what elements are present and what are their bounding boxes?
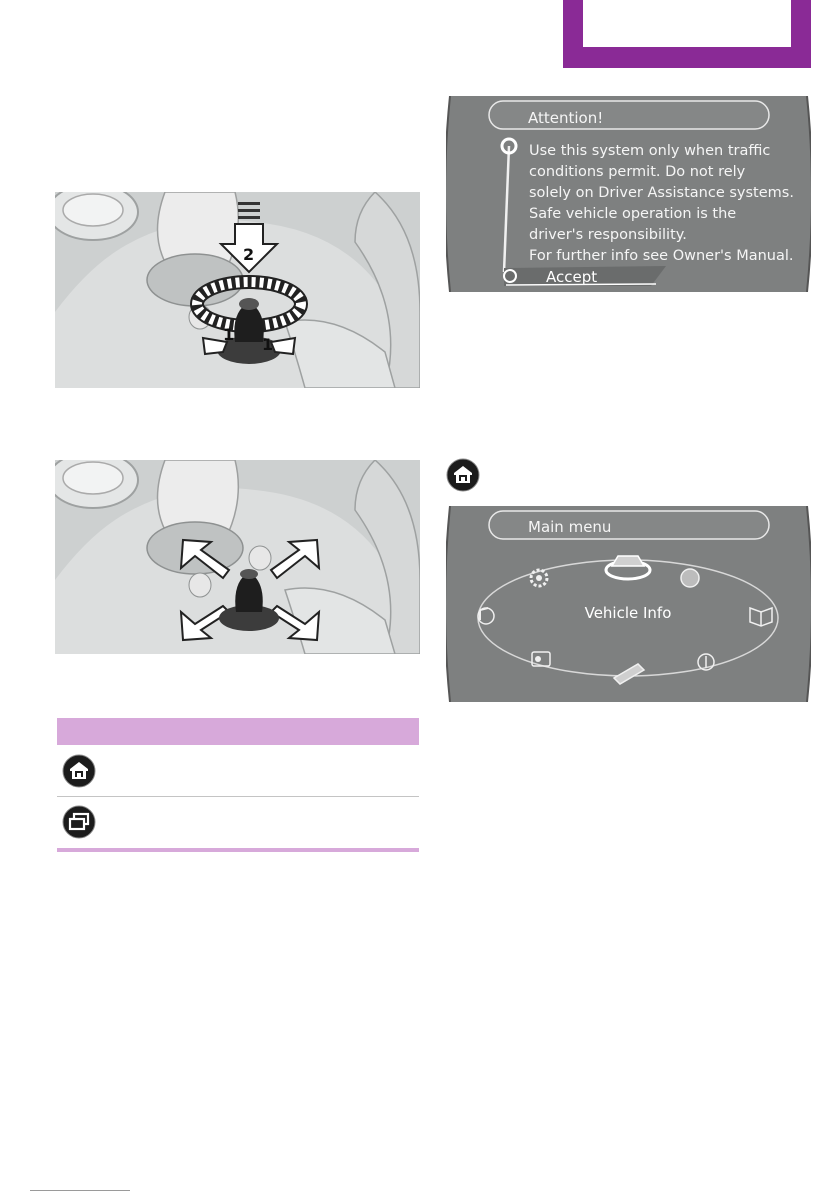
option-icon	[62, 805, 96, 839]
chapter-tab-label-area	[583, 0, 791, 47]
page-footer-rule	[30, 1190, 130, 1191]
attention-title: Attention!	[528, 109, 604, 127]
attention-line-3: solely on Driver Assistance systems.	[529, 185, 794, 201]
attention-line-4: Safe vehicle operation is the	[529, 206, 737, 222]
controller-turn-press-illustration	[55, 192, 420, 388]
press-label-right: 1	[262, 335, 274, 354]
selected-menu-item[interactable]: Vehicle Info	[584, 604, 672, 622]
attention-screen	[446, 96, 811, 292]
table-row-home	[62, 754, 96, 792]
controller-move-illustration	[55, 460, 420, 654]
main-menu-title: Main menu	[528, 518, 612, 536]
attention-line-6: For further info see Owner's Manual.	[529, 248, 794, 264]
press-label-down: 2	[243, 245, 255, 264]
press-label-left: 1	[223, 325, 235, 344]
home-icon	[446, 458, 480, 496]
main-menu-screen	[446, 506, 811, 702]
table-bottom-rule	[57, 848, 419, 852]
table-header	[57, 718, 419, 745]
navigation-icon[interactable]	[681, 569, 699, 587]
attention-line-2: conditions permit. Do not rely	[529, 164, 746, 180]
attention-line-1: Use this system only when traffic	[529, 143, 771, 159]
table-row-option	[62, 805, 96, 843]
accept-button[interactable]: Accept	[546, 268, 598, 286]
attention-line-5: driver's responsibility.	[529, 227, 687, 243]
table-divider	[57, 796, 419, 797]
home-icon	[62, 754, 96, 788]
